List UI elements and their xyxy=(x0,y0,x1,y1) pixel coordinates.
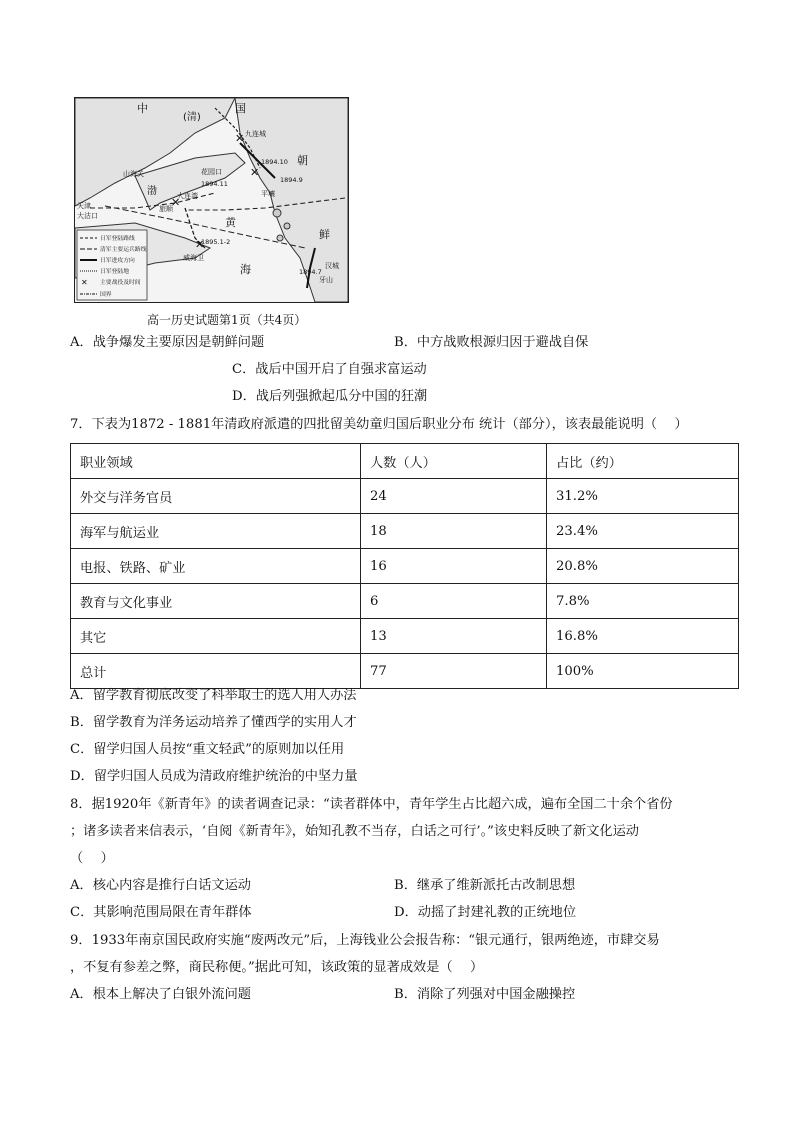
svg-text:✕: ✕ xyxy=(171,196,181,209)
table-row xyxy=(71,619,739,654)
map-label-korea-1: 朝 xyxy=(297,154,308,167)
map-label-lushun: 旅顺 xyxy=(159,205,173,213)
map-label-shanhaiguan: 山海关 xyxy=(123,170,144,178)
map-label-korea-2: 鲜 xyxy=(319,228,330,241)
table-cell: 16.8% xyxy=(547,619,739,654)
table-cell: 总计 xyxy=(71,654,361,689)
table-row xyxy=(71,479,739,514)
table-cell: 77 xyxy=(361,654,547,689)
map-label-huayuankou: 花园口 xyxy=(201,168,222,176)
q9-stem-line2: ，不复有参差之弊，商民称便。”据此可知，该政策的显著成效是（ ） xyxy=(70,960,484,975)
table-header-cell: 人数（人） xyxy=(361,444,547,479)
table-cell: 31.2% xyxy=(547,479,739,514)
table-cell: 其它 xyxy=(71,619,361,654)
table-header-cell: 职业领域 xyxy=(71,444,361,479)
map-label-date-3: 1894.11 xyxy=(201,180,228,188)
legend-item: 主要战役及时间 xyxy=(100,280,141,286)
korea-peninsula xyxy=(235,98,348,302)
table-cell: 6 xyxy=(361,584,547,619)
map-label-hai: 海 xyxy=(240,263,251,276)
table-header-row xyxy=(71,444,739,479)
q8-option-d: D．动摇了封建礼教的正统地位 xyxy=(394,905,577,920)
svg-text:✕: ✕ xyxy=(235,132,245,145)
table-cell: 100% xyxy=(547,654,739,689)
table-cell: 16 xyxy=(361,549,547,584)
q9-stem-line1: 9．1933年南京国民政府实施“废两改元”后，上海钱业公会报告称：“银元通行，银两绝迹，市肆交易 xyxy=(70,933,660,948)
map-label-jiulian: 九连城 xyxy=(245,130,266,138)
q8-option-c: C．其影响范围局限在青年群体 xyxy=(70,905,252,920)
table-cell: 海军与航运业 xyxy=(71,514,361,549)
table-cell: 23.4% xyxy=(547,514,739,549)
map-label-pingrang: 平壤 xyxy=(261,190,275,198)
q6-option-b: B．中方战败根源归因于避战自保 xyxy=(394,335,589,350)
table-cell: 外交与洋务官员 xyxy=(71,479,361,514)
map-label-weihaiwei: 威海卫 xyxy=(183,254,204,262)
map-label-china-1: 中 xyxy=(137,102,148,115)
q7-option-d: D．留学归国人员成为清政府维护统治的中坚力量 xyxy=(70,769,358,784)
table-cell: 电报、铁路、矿业 xyxy=(71,549,361,584)
table-cell: 18 xyxy=(361,514,547,549)
map-label-dagukou: 大沽口 xyxy=(77,212,98,220)
q8-stem-line1: 8．据1920年《新青年》的读者调查记录：“读者群体中，青年学生占比超六成，遍布全国二十余个省份 xyxy=(70,797,673,812)
q6-option-d: D．战后列强掀起瓜分中国的狂潮 xyxy=(232,389,428,404)
q8-option-a: A．核心内容是推行白话文运动 xyxy=(70,878,251,893)
table-header-cell: 占比（约） xyxy=(547,444,739,479)
q7-stem: 7．下表为1872 - 1881年清政府派遣的四批留美幼童归国后职业分布 统计（部分），该表最能说明（ ） xyxy=(70,417,688,432)
q7-option-a: A．留学教育彻底改变了科举取士的选人用人办法 xyxy=(70,688,357,703)
svg-text:✕: ✕ xyxy=(195,238,205,251)
war-map-figure xyxy=(74,97,349,303)
q8-option-b: B．继承了维新派托古改制思想 xyxy=(394,878,576,893)
legend-item: 日军登陆地 xyxy=(100,269,129,275)
map-label-hancheng: 汉城 xyxy=(325,262,339,270)
q9-option-a: A．根本上解决了白银外流问题 xyxy=(70,987,251,1002)
map-label-huang: 黄 xyxy=(225,216,236,229)
table-row xyxy=(71,654,739,689)
q6-option-c: C．战后中国开启了自强求富运动 xyxy=(232,362,427,377)
q9-option-b: B．消除了列强对中国金融操控 xyxy=(394,987,576,1002)
table-row xyxy=(71,514,739,549)
table-cell: 24 xyxy=(361,479,547,514)
q8-stem-line3: （ ） xyxy=(70,851,114,866)
q7-option-b: B．留学教育为洋务运动培养了懂西学的实用人才 xyxy=(70,715,357,730)
map-label-tianjin: 天津 xyxy=(77,202,91,210)
page-caption: 高一历史试题第1页（共4页） xyxy=(147,313,307,327)
map-label-date-1: 1894.10 xyxy=(261,158,288,166)
map-label-dalian: 大连湾 xyxy=(177,192,198,200)
table-cell: 教育与文化事业 xyxy=(71,584,361,619)
career-distribution-table xyxy=(70,443,739,689)
legend-item: 清军主要运兵路线 xyxy=(100,247,147,253)
table-cell: 20.8% xyxy=(547,549,739,584)
svg-text:✕: ✕ xyxy=(81,278,88,287)
map-label-bohai: 渤 xyxy=(147,186,157,197)
map-label-date-5: 1894.7 xyxy=(299,268,322,276)
svg-text:✕: ✕ xyxy=(250,166,260,179)
table-row xyxy=(71,584,739,619)
legend-item: 日军登陆路线 xyxy=(100,236,135,242)
map-label-asan: 牙山 xyxy=(319,276,333,284)
map-label-qing: (清) xyxy=(183,112,201,123)
map-label-date-4: 1895.1-2 xyxy=(201,238,231,246)
legend-item: 日军进攻方向 xyxy=(100,258,135,264)
legend-item: 国界 xyxy=(100,292,112,298)
table-cell: 7.8% xyxy=(547,584,739,619)
map-label-china-2: 国 xyxy=(235,102,246,115)
q7-option-c: C．留学归国人员按“重文轻武”的原则加以任用 xyxy=(70,742,345,757)
table-cell: 13 xyxy=(361,619,547,654)
map-label-date-2: 1894.9 xyxy=(280,176,303,184)
q6-option-a: A．战争爆发主要原因是朝鲜问题 xyxy=(70,335,265,350)
table-row xyxy=(71,549,739,584)
q8-stem-line2: ；诸多读者来信表示，‘自阅《新青年》，始知孔教不当存，白话之可行’。”该史料反映了新文化运动 xyxy=(70,824,639,839)
